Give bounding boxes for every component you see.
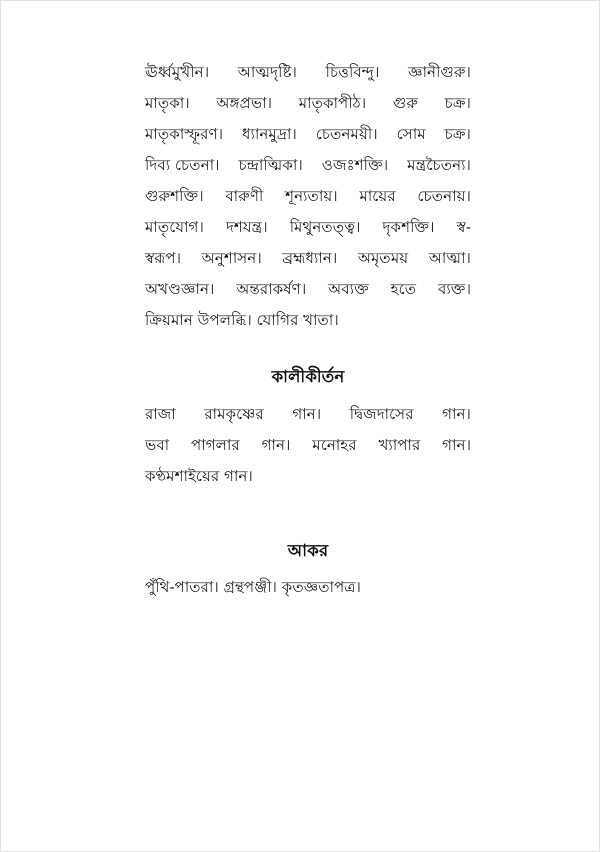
- text-token: রামকৃষ্ণের: [204, 406, 264, 423]
- text-token: দশযন্ত্র।: [225, 219, 268, 236]
- text-token: অমৃতময়: [357, 250, 409, 267]
- text-token: সোম: [396, 126, 426, 143]
- section-heading-kalikirtan: কালীকীর্তন: [271, 368, 345, 386]
- text-token: মন্ত্রচৈতন্য।: [407, 157, 471, 174]
- text-token: অখণ্ডজ্ঞান।: [145, 281, 215, 298]
- text-line: [145, 88, 471, 119]
- text-token: মিথুনতত্ত্ব।: [289, 219, 361, 236]
- page-content-column: [145, 57, 471, 603]
- text-token: দৃকশক্তি।: [382, 219, 435, 236]
- text-line: [145, 212, 471, 243]
- text-token: চক্র।: [444, 95, 471, 112]
- text-token: বারুণী: [225, 188, 264, 205]
- text-line: ক্রিয়মান উপলব্ধি। যোগির খাতা।: [145, 312, 339, 329]
- text-token: চিত্তবিন্দু।: [325, 64, 380, 81]
- text-line: [145, 181, 471, 212]
- text-line: [145, 430, 471, 461]
- text-token: চন্দ্রাত্মিকা।: [238, 157, 303, 174]
- text-token: গান।: [292, 406, 322, 423]
- text-token: স্বরূপ।: [145, 250, 182, 267]
- section-topics-continued: [145, 57, 471, 336]
- text-token: খ্যাপার: [378, 437, 421, 454]
- text-token: অন্তরাকর্ষণ।: [236, 281, 307, 298]
- text-token: আত্মদৃষ্টি।: [237, 64, 297, 81]
- text-token: গান।: [442, 406, 471, 423]
- text-token: গান।: [442, 437, 471, 454]
- text-token: অব্যক্ত: [328, 281, 369, 298]
- section-lines-akar: [145, 572, 471, 603]
- text-token: চেতনময়ী।: [315, 126, 378, 143]
- text-token: মাতৃযোগ।: [145, 219, 204, 236]
- text-token: মায়ের: [359, 188, 396, 205]
- text-line: [145, 150, 471, 181]
- text-token: গুরুশক্তি।: [145, 188, 204, 205]
- text-token: দিব্য চেতনা।: [145, 157, 220, 174]
- text-token: আত্মা।: [428, 250, 471, 267]
- text-token: ঊর্ধ্বমুখীন।: [145, 64, 210, 81]
- text-line: কণ্ঠমশাইয়ের গান।: [145, 468, 253, 485]
- text-token: গান।: [261, 437, 291, 454]
- text-token: স্ব-: [456, 219, 471, 236]
- section-lines-kalikirtan: [145, 399, 471, 492]
- text-line: [145, 243, 471, 274]
- text-line: [145, 274, 471, 305]
- text-token: ব্রহ্মধ্যান।: [282, 250, 338, 267]
- text-token: দ্বিজদাসের: [349, 406, 414, 423]
- text-token: মনোহর: [312, 437, 357, 454]
- text-token: মাতৃকা।: [145, 95, 190, 112]
- text-token: ধ্যানমুদ্রা।: [242, 126, 297, 143]
- text-token: পাগলার: [191, 437, 240, 454]
- section-kalikirtan: [145, 364, 471, 492]
- text-token: ওজঃশক্তি।: [321, 157, 389, 174]
- text-token: চেতনায়।: [417, 188, 471, 205]
- text-token: মাতৃকাপীঠ।: [298, 95, 367, 112]
- text-token: ব্যক্ত।: [437, 281, 471, 298]
- text-line: পুঁথি-পাতরা। গ্রন্থপঞ্জী। কৃতজ্ঞতাপত্র।: [145, 579, 361, 596]
- text-token: মাতৃকাস্ফূরণ।: [145, 126, 224, 143]
- text-token: হতে: [390, 281, 417, 298]
- section-lines-topics: [145, 57, 471, 336]
- text-token: ভবা: [145, 437, 170, 454]
- section-heading-akar: আকর: [287, 542, 329, 560]
- text-line: [145, 57, 471, 88]
- text-token: চক্র।: [444, 126, 471, 143]
- section-akar: [145, 538, 471, 603]
- text-token: জ্ঞানীগুরু।: [408, 64, 471, 81]
- text-token: অঙ্গপ্রভা।: [216, 95, 273, 112]
- text-token: গুরু: [392, 95, 418, 112]
- text-token: অনুশাসন।: [201, 250, 262, 267]
- text-token: শূন্যতায়।: [285, 188, 338, 205]
- text-line: [145, 119, 471, 150]
- text-line: [145, 399, 471, 430]
- text-token: রাজা: [145, 406, 176, 423]
